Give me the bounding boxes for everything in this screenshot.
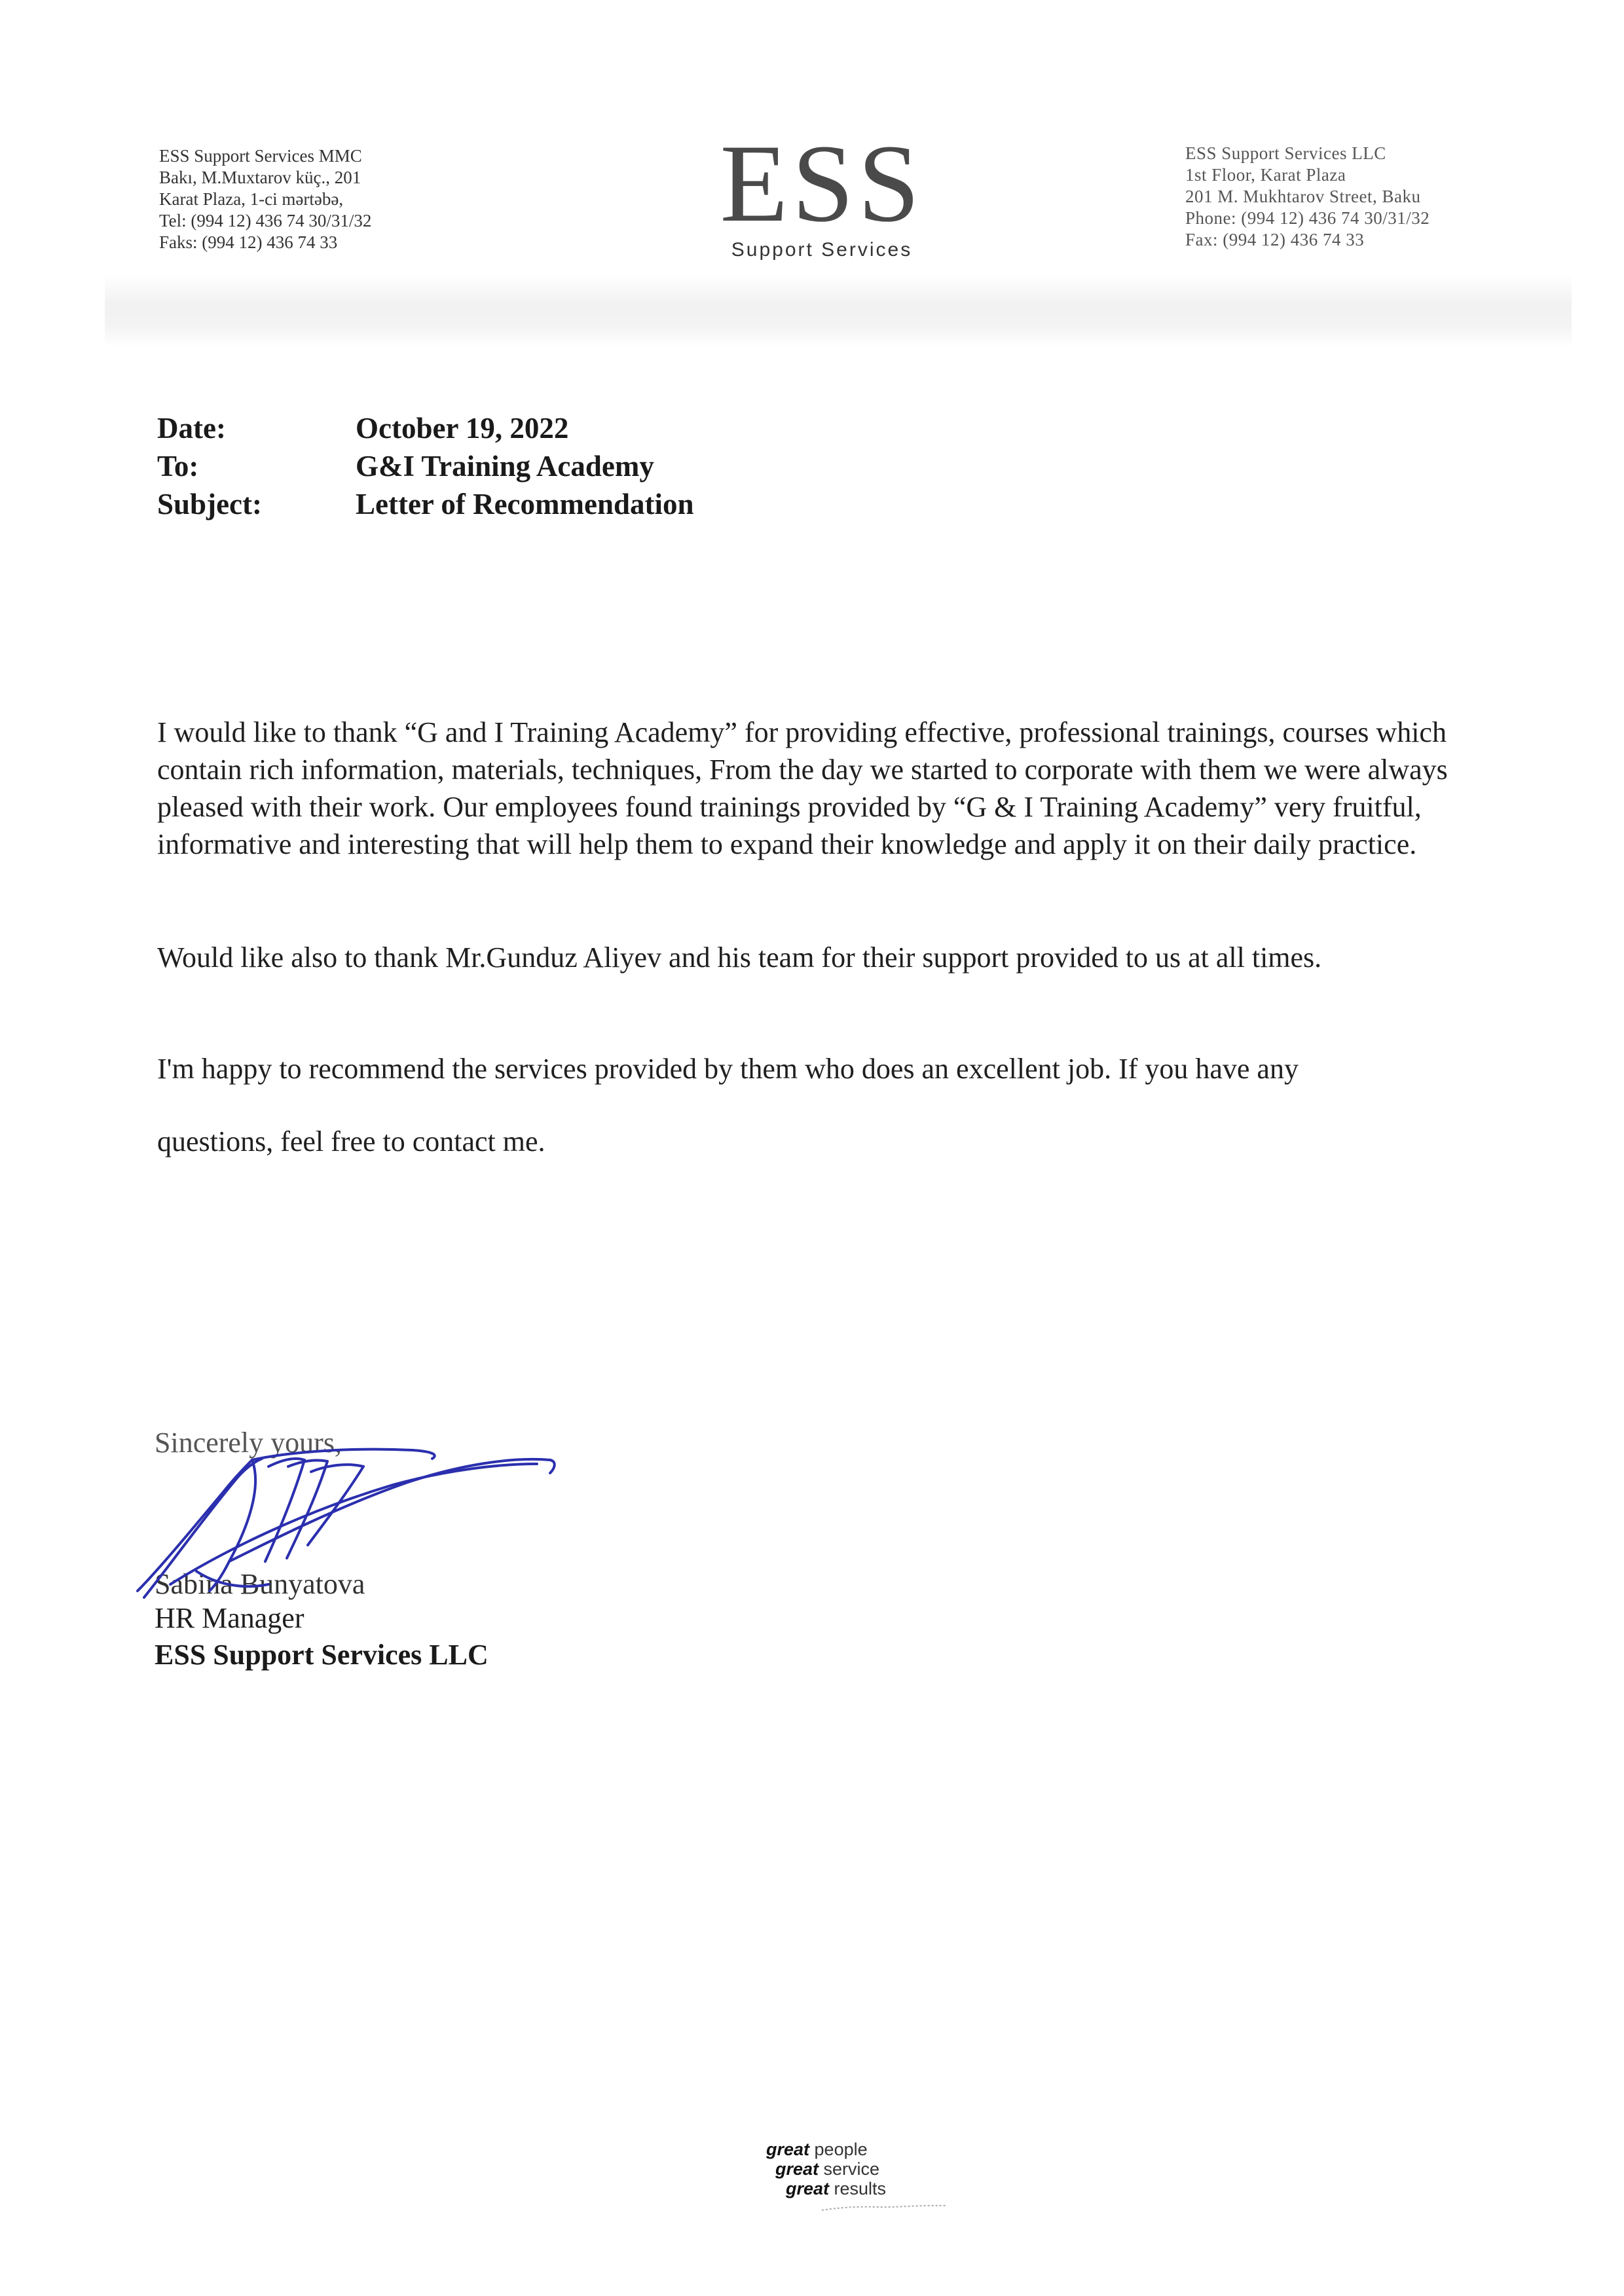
closing-salutation: Sincerely yours, — [155, 1427, 342, 1459]
body-paragraph: I would like to thank “G and I Training Academy” for providing effective, professional trainings, courses which contain rich information, materials, techniques, From the day we started to corporate with them we were always pleased with their work. Our employees found trainings provided by “G & I Training Academy” very fruitful, informative and interesting that will help them to expand their knowledge and apply it on their daily practice. — [157, 716, 1448, 860]
letterhead-divider-band — [105, 275, 1572, 347]
signatory-company: ESS Support Services LLC — [155, 1639, 489, 1671]
address-line: Faks: (994 12) 436 74 33 — [159, 232, 338, 252]
to-label: To: — [157, 450, 199, 483]
footer-scribble — [819, 2201, 950, 2214]
signatory-name: Sabina Bunyatova — [155, 1568, 365, 1600]
address-line: Bakı, M.Muxtarov küç., 201 — [159, 168, 361, 187]
to-value: G&I Training Academy — [356, 450, 654, 483]
subject-row — [157, 485, 694, 523]
to-row — [157, 447, 694, 485]
letterhead-right-address — [1185, 143, 1430, 251]
address-line: 1st Floor, Karat Plaza — [1185, 165, 1346, 185]
address-line: Fax: (994 12) 436 74 33 — [1185, 230, 1365, 249]
footer-tagline — [766, 2140, 886, 2198]
signatory-title: HR Manager — [155, 1602, 304, 1634]
body-paragraph: questions, feel free to contact me. — [157, 1125, 545, 1157]
subject-value: Letter of Recommendation — [356, 488, 694, 520]
company-logo — [710, 122, 933, 262]
tagline-line: great service — [775, 2159, 880, 2179]
date-value: October 19, 2022 — [356, 412, 569, 445]
address-line: Karat Plaza, 1-ci mərtəbə, — [159, 189, 344, 209]
date-row — [157, 409, 694, 447]
body-paragraph: I'm happy to recommend the services provided by them who does an excellent job. If you have any — [157, 1053, 1299, 1085]
address-line: Tel: (994 12) 436 74 30/31/32 — [159, 211, 372, 230]
letterhead-left-address — [159, 145, 371, 253]
handwritten-signature — [131, 1421, 563, 1617]
address-line: ESS Support Services LLC — [1185, 143, 1386, 163]
address-line: Phone: (994 12) 436 74 30/31/32 — [1185, 208, 1430, 228]
address-line: ESS Support Services MMC — [159, 146, 362, 166]
letter-meta — [157, 409, 694, 523]
date-label: Date: — [157, 412, 226, 445]
logo-letters: ESS — [720, 122, 924, 245]
tagline-line: great results — [786, 2179, 887, 2198]
logo-subtitle: Support Services — [731, 239, 913, 261]
address-line: 201 M. Mukhtarov Street, Baku — [1185, 187, 1421, 206]
subject-label: Subject: — [157, 488, 262, 520]
body-paragraph: Would like also to thank Mr.Gunduz Aliyev and his team for their support provided to us at all times. — [157, 941, 1322, 974]
tagline-line: great people — [766, 2140, 868, 2159]
